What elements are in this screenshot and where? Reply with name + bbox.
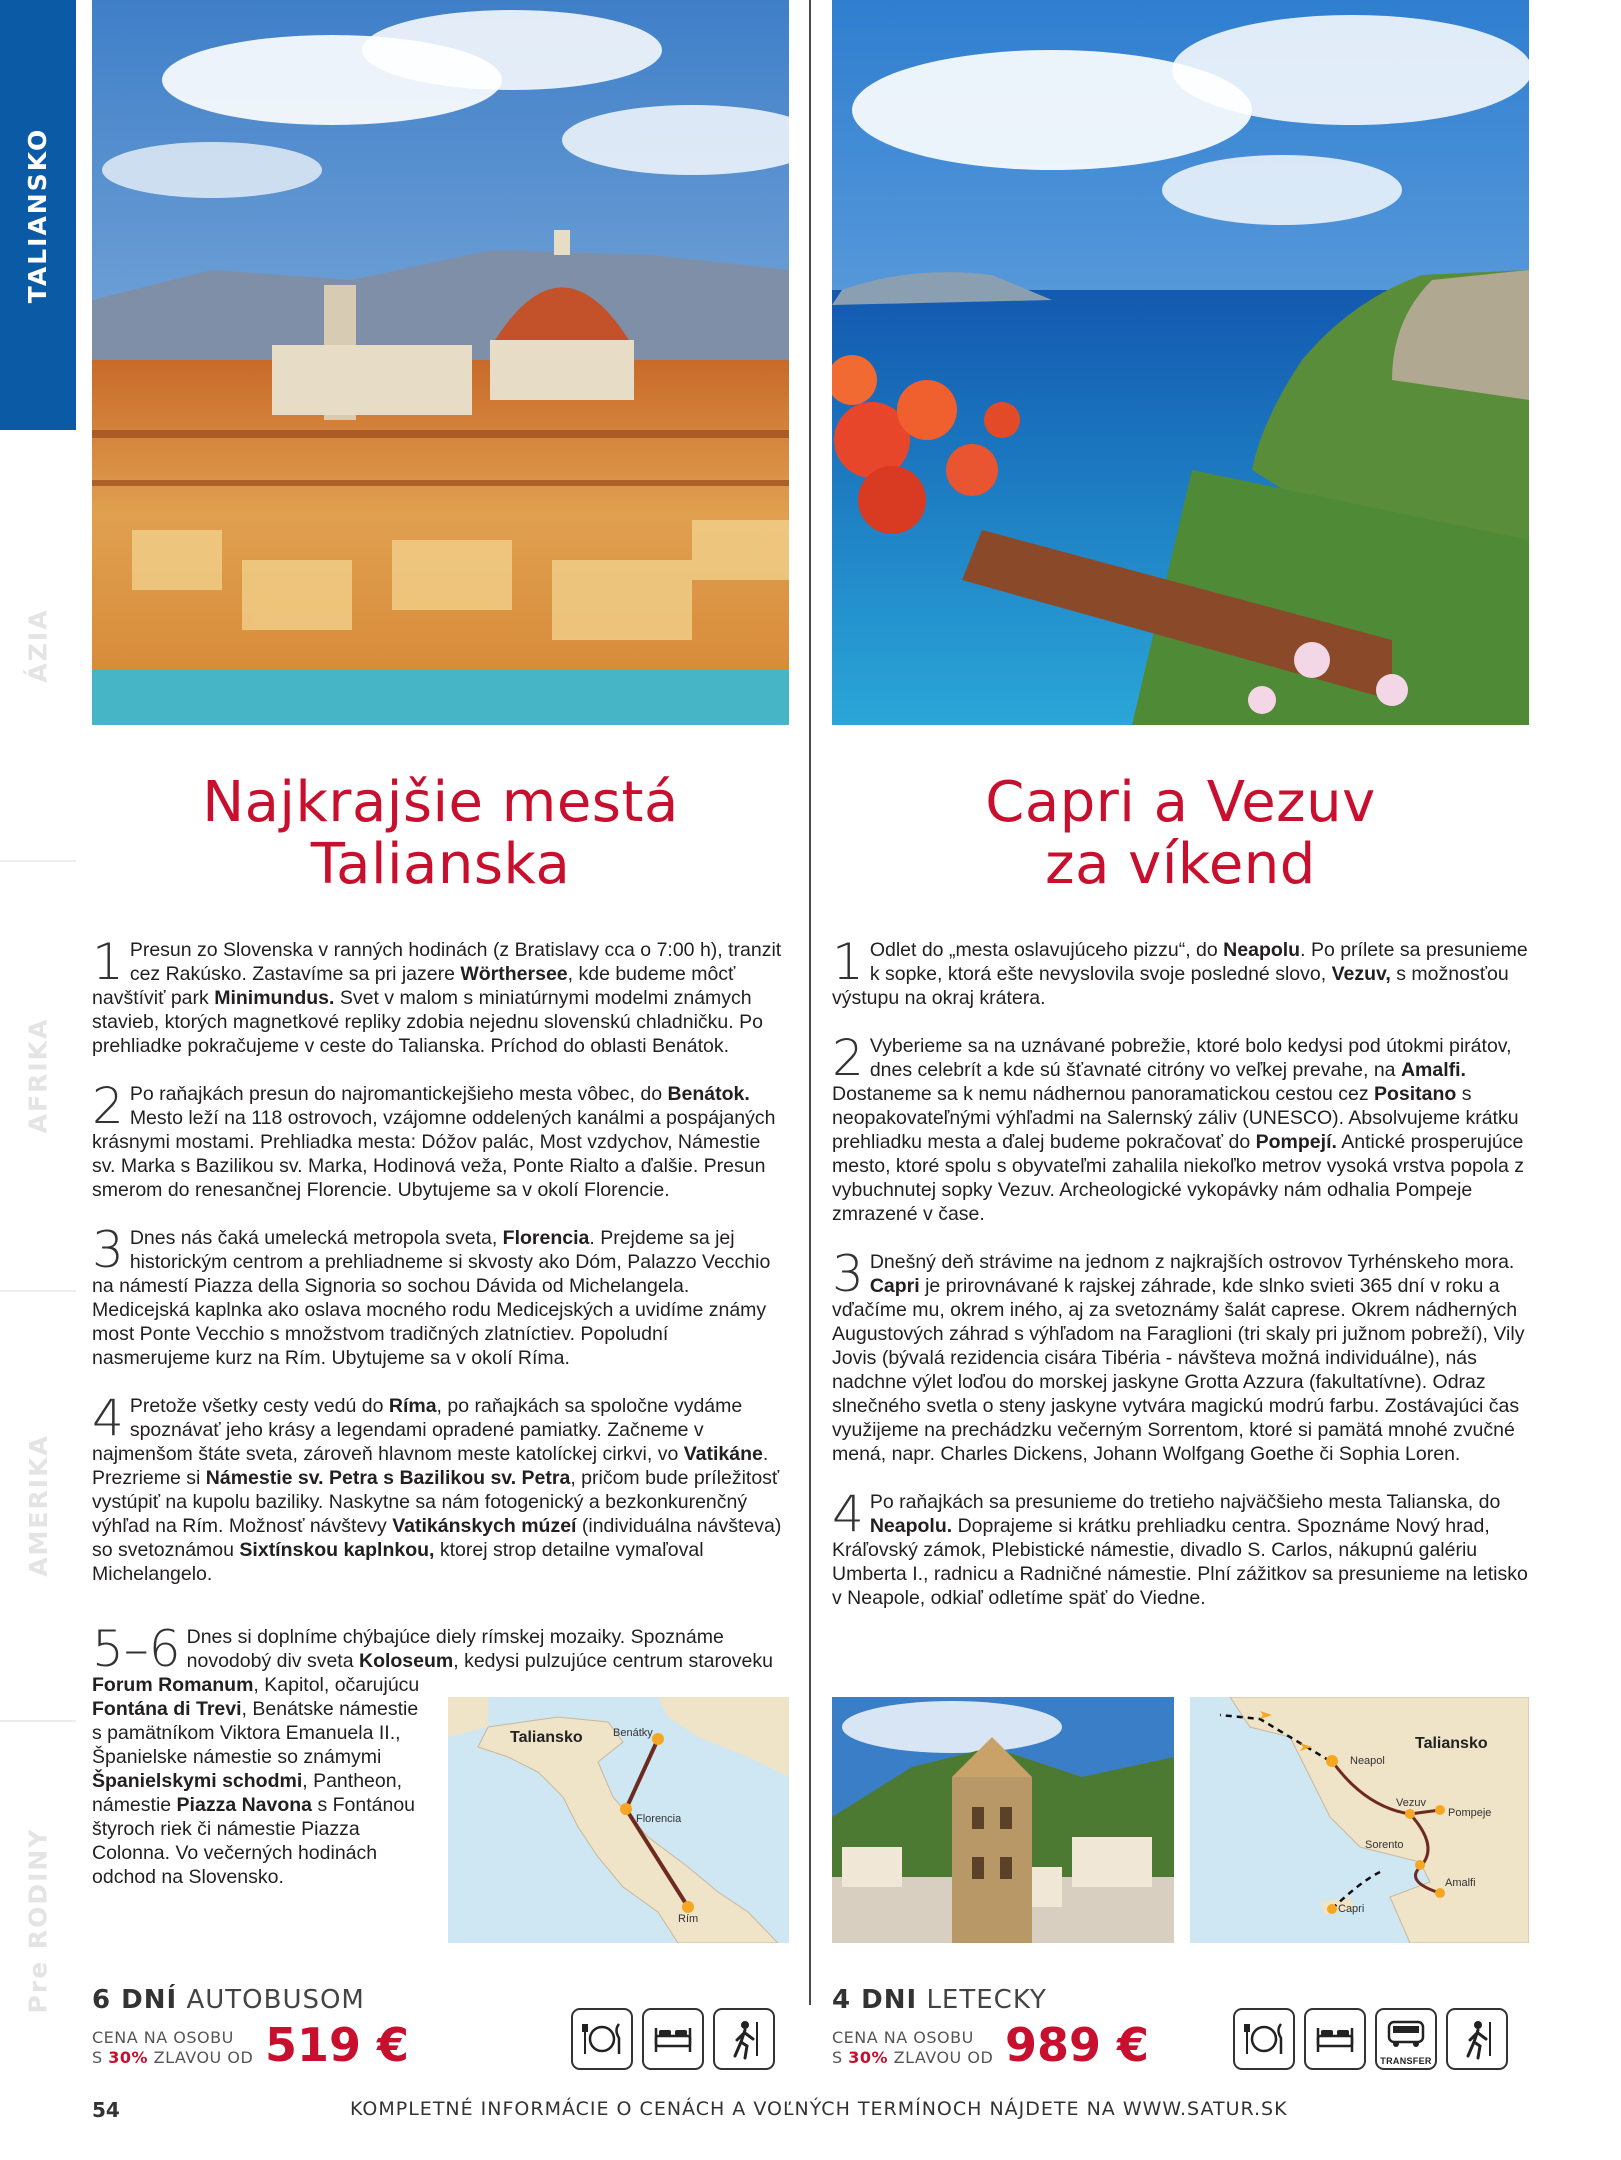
right-price: 989 € bbox=[1005, 2018, 1150, 2072]
bold-text: Florencia bbox=[502, 1227, 590, 1249]
left-title: Najkrajšie mestá Talianska bbox=[202, 770, 679, 897]
text: Odlet do „mesta oslavujúceho pizzu“, do bbox=[869, 939, 1224, 961]
left-itinerary bbox=[92, 933, 789, 1610]
text: , kedysi pulzujúce centrum staroveku bbox=[453, 1650, 773, 1672]
day-3 bbox=[92, 1221, 789, 1370]
sidebar-tab-azia[interactable]: ÁZIA bbox=[23, 607, 53, 683]
text: . Prezrieme si bbox=[92, 1443, 769, 1489]
day-number: 4 bbox=[92, 1389, 124, 1447]
day-1 bbox=[92, 933, 789, 1058]
day-number: 3 bbox=[832, 1245, 864, 1303]
right-map-city-sorento: Sorento bbox=[1365, 1839, 1404, 1851]
right-map-city-capri: Capri bbox=[1338, 1903, 1365, 1915]
bold-text: Wörthersee bbox=[460, 963, 568, 985]
bold-text: Španielskymi schodmi bbox=[92, 1770, 303, 1792]
left-amenity-icons bbox=[571, 2008, 775, 2070]
left-map-city-benatky: Benátky bbox=[613, 1727, 653, 1739]
day-text bbox=[832, 1245, 1529, 1466]
text: . Po prílete sa presunieme k sopke, ktorá ešte nevyslovila svoje posledné slovo, bbox=[869, 939, 1528, 985]
bold-text: Koloseum bbox=[358, 1650, 454, 1672]
florence-photo bbox=[92, 0, 789, 725]
text: , Pantheon, námestie bbox=[92, 1770, 402, 1816]
text: Dnes si doplníme chýbajúce diely rímskej mozaiky. Spoznáme novodobý div sveta bbox=[186, 1626, 724, 1672]
day-4 bbox=[832, 1485, 1529, 1610]
day-text bbox=[92, 1221, 789, 1370]
transfer-bus-icon bbox=[1375, 2008, 1437, 2070]
day-number: 2 bbox=[92, 1077, 124, 1135]
bold-text: Vezuv, bbox=[1331, 963, 1391, 985]
meals-icon bbox=[571, 2008, 633, 2070]
bold-text: Fontána di Trevi bbox=[92, 1698, 242, 1720]
day-number: 4 bbox=[832, 1485, 864, 1543]
day-number: 1 bbox=[92, 933, 124, 991]
right-amenity-icons bbox=[1233, 2008, 1508, 2070]
text: Po raňajkách sa presunieme do tretieho najväčšieho mesta Talianska, do bbox=[869, 1491, 1501, 1513]
right-map-city-pompeje: Pompeje bbox=[1448, 1807, 1492, 1819]
text: s neopakovateľnými výhľadmi na Salernský záliv (UNESCO). Absolvujeme krátku prehliadku mesta a ďalej budeme pokračovať do bbox=[832, 1083, 1519, 1153]
left-duration: 6 DNÍ AUTOBUSOM bbox=[92, 1985, 365, 2015]
text: Presun zo Slovenska v ranných hodinách (z Bratislavy cca o 7:00 h), tranzit cez Rakúsko. Zastavíme sa pri jazere bbox=[129, 939, 782, 985]
bold-text: Pompejí. bbox=[1255, 1131, 1337, 1153]
left-map-country: Taliansko bbox=[510, 1729, 583, 1746]
bold-text: Neapolu. bbox=[869, 1515, 953, 1537]
right-itinerary bbox=[832, 933, 1529, 1634]
text: , po raňajkách sa spoločne vydáme spoznávať jeho krásy a legendami opradené pamiatky. Začneme v najmenšom štáte sveta, zároveň hlavnom meste katolíckej cirkvi, vo bbox=[92, 1395, 743, 1465]
left-day-5-6 bbox=[92, 1620, 789, 1678]
day-number: 5–6 bbox=[92, 1620, 181, 1678]
day-text bbox=[832, 933, 1529, 1010]
day-number: 2 bbox=[832, 1029, 864, 1087]
right-duration: 4 DNI LETECKY bbox=[832, 1985, 1047, 2015]
footer-text: KOMPLETNÉ INFORMÁCIE O CENÁCH A VOĽNÝCH TERMÍNOCH NÁJDETE NA WWW.SATUR.SK bbox=[350, 2098, 1288, 2120]
bold-text: Ríma bbox=[388, 1395, 437, 1417]
bold-text: Benátok. bbox=[667, 1083, 750, 1105]
text: Dnešný deň strávime na jednom z najkrajších ostrovov Tyrhénskeho mora. bbox=[869, 1251, 1515, 1273]
left-route-map bbox=[448, 1697, 789, 1943]
day-2 bbox=[832, 1029, 1529, 1226]
sidebar-tab-afrika[interactable]: AFRIKA bbox=[23, 1017, 53, 1133]
sidebar-tab-amerika[interactable]: AMERIKA bbox=[23, 1433, 53, 1577]
bold-text: Capri bbox=[869, 1275, 920, 1297]
text: Svet v malom s miniatúrnymi modelmi známych stavieb, ktorých magnetkové repliky zdobia nejednu slovenskú chladničku. Po prehliadke pokračujeme v ceste do Talianska. Príchod do oblasti Benátok. bbox=[92, 987, 763, 1057]
left-day-5-6-rest bbox=[92, 1673, 432, 1889]
day-2 bbox=[92, 1077, 789, 1202]
bold-text: Sixtínskou kaplnkou, bbox=[239, 1539, 435, 1561]
right-route-map bbox=[1190, 1697, 1529, 1943]
sightseeing-icon bbox=[713, 2008, 775, 2070]
bold-text: Piazza Navona bbox=[176, 1794, 313, 1816]
text: , pričom bude príležitosť vystúpiť na kupolu baziliky. Naskytne sa nám fotogenický a bezkonkurenčný výhľad na Rím. Možnosť návštevy bbox=[92, 1467, 780, 1537]
text: Doprajeme si krátku prehliadku centra. Spoznáme Nový hrad, Kráľovský zámok, Plebistické námestie, divadlo S. Carlos, nákupnú galériu Umberta I., radnicu a Radničné námestie. Plní zážitkov sa presunieme na letisko v Neapole, odkiaľ odletíme späť do Viedne. bbox=[832, 1515, 1528, 1609]
right-map-city-vezuv: Vezuv bbox=[1396, 1797, 1426, 1809]
left-map-city-florencia: Florencia bbox=[636, 1813, 682, 1825]
text: s možnosťou výstupu na okraj krátera. bbox=[832, 963, 1509, 1009]
text: Pretože všetky cesty vedú do bbox=[129, 1395, 389, 1417]
day-3 bbox=[832, 1245, 1529, 1466]
right-title: Capri a Vezuv za víkend bbox=[985, 770, 1376, 897]
bold-text: Minimundus. bbox=[214, 987, 335, 1009]
day-text bbox=[92, 1077, 789, 1202]
capri-photo bbox=[832, 0, 1529, 725]
bed-icon bbox=[1304, 2008, 1366, 2070]
day-text bbox=[92, 1389, 789, 1586]
sidebar bbox=[0, 0, 76, 2160]
left-price-caption: CENA NA OSOBU S 30% ZLAVOU OD bbox=[92, 2028, 254, 2067]
text: , kde budeme môcť navštíviť park bbox=[92, 963, 736, 1009]
day-text bbox=[92, 1620, 789, 1678]
right-map-country: Taliansko bbox=[1415, 1735, 1488, 1752]
amalfi-photo bbox=[832, 1697, 1174, 1943]
bold-text: Vatikáne bbox=[683, 1443, 763, 1465]
text: (individuálna návšteva) so svetoznámou bbox=[92, 1515, 782, 1561]
bold-text: Námestie sv. Petra s Bazilikou sv. Petra bbox=[205, 1467, 571, 1489]
bed-icon bbox=[642, 2008, 704, 2070]
text: Mesto leží na 118 ostrovoch, vzájomne oddelených kanálmi a pospájaných krásnymi mostami. Prehliadka mesta: Dóžov palác, Most vzdychov, Námestie sv. Marka s Bazilikou sv. Marka, Hodinová veža, Ponte Rialto a ďalšie. Presun smerom do renesančnej Florencie. Ubytujeme sa v okolí Florencie. bbox=[92, 1107, 776, 1201]
text: . Prejdeme sa jej historickým centrom a prehliadneme si skvosty ako Dóm, Palazzo Vecchio na námestí Piazza della Signoria so sochou Dávida od Michelangela. Medicejská kaplnka ako oslava mocného rodu Medicejských a uvidíme známy most Ponte Vecchio s množstvom tradičných zlatníctiev. Popoludní nasmerujeme kurz na Rím. Ubytujeme sa v okolí Ríma. bbox=[92, 1227, 771, 1369]
text: , Benátske námestie s pamätníkom Viktora Emanuela II., Španielske námestie so známymi bbox=[92, 1698, 419, 1768]
bold-text: Vatikánskych múzeí bbox=[392, 1515, 577, 1537]
text: je prirovnávané k rajskej záhrade, kde slnko svieti 365 dní v roku a vďačíme mu, okrem iného, aj za svetoznámy šalát caprese. Okrem nádherných Augustových záhrad s výhľadom na Faraglioni (tri skaly pri južnom pobreží), Vily Jovis (bývalá rezidencia cisára Tibéria - návšteva možná individuálne), nás nadchne výlet loďou do morskej jaskyne Grotta Azzura (fakultatívne). Odraz slnečného svetla o steny jaskyne vytvára magickú modrú farbu. Zostávajúci čas využijeme na prechádzku večerným Sorrentom, ktoré si pamätá mnohé zvučné mená, napr. Charles Dickens, Johann Wolfgang Goethe či Sophia Loren. bbox=[832, 1275, 1525, 1465]
text: , Kapitol, očarujúcu bbox=[253, 1674, 420, 1696]
day-number: 1 bbox=[832, 933, 864, 991]
text: Po raňajkách presun do najromantickejšieho mesta vôbec, do bbox=[129, 1083, 668, 1105]
day-text bbox=[832, 1485, 1529, 1610]
left-price: 519 € bbox=[265, 2018, 410, 2072]
meals-icon bbox=[1233, 2008, 1295, 2070]
day-4 bbox=[92, 1389, 789, 1586]
bold-text: Forum Romanum bbox=[92, 1674, 254, 1696]
text: Vyberieme sa na uznávané pobrežie, ktoré bolo kedysi pod útokmi pirátov, dnes celebrít a kde sú šťavnaté citróny vo veľkej prevahe, na bbox=[869, 1035, 1512, 1081]
right-map-city-neapol: Neapol bbox=[1350, 1755, 1385, 1767]
day-text bbox=[832, 1029, 1529, 1226]
transfer-label: TRANSFER bbox=[1380, 2056, 1432, 2066]
day-text bbox=[92, 933, 789, 1058]
sightseeing-icon bbox=[1446, 2008, 1508, 2070]
right-map-city-amalfi: Amalfi bbox=[1445, 1877, 1476, 1889]
bold-text: Amalfi. bbox=[1400, 1059, 1466, 1081]
day-number: 3 bbox=[92, 1221, 124, 1279]
day-1 bbox=[832, 933, 1529, 1010]
text: Antické prosperujúce mesto, ktoré spolu s obyvateľmi zahalila niekoľko metrov vysoká vrstva popola z vybuchnutej sopky Vezuv. Archeologické vykopávky nám odhalia Pompeje zmrazené v čase. bbox=[832, 1131, 1525, 1225]
text: Dostaneme sa k nemu nádhernou panoramatickou cestou cez bbox=[832, 1083, 1374, 1105]
text: Dnes nás čaká umelecká metropola sveta, bbox=[129, 1227, 503, 1249]
bold-text: Neapolu bbox=[1223, 939, 1301, 961]
sidebar-tab-pre-rodiny[interactable]: Pre RODINY bbox=[23, 1827, 53, 2013]
page-number: 54 bbox=[92, 2098, 120, 2122]
sidebar-tab-taliansko[interactable]: TALIANSKO bbox=[0, 0, 76, 430]
text: s Fontánou štyroch riek či námestie Piazza Colonna. Vo večerných hodinách odchod na Slovensko. bbox=[92, 1794, 416, 1888]
column-divider bbox=[809, 0, 811, 2005]
right-price-caption: CENA NA OSOBU S 30% ZLAVOU OD bbox=[832, 2028, 994, 2067]
left-map-city-rim: Rím bbox=[678, 1913, 699, 1925]
bold-text: Positano bbox=[1373, 1083, 1457, 1105]
text: ktorej strop detailne vymaľoval Michelangelo. bbox=[92, 1539, 704, 1585]
